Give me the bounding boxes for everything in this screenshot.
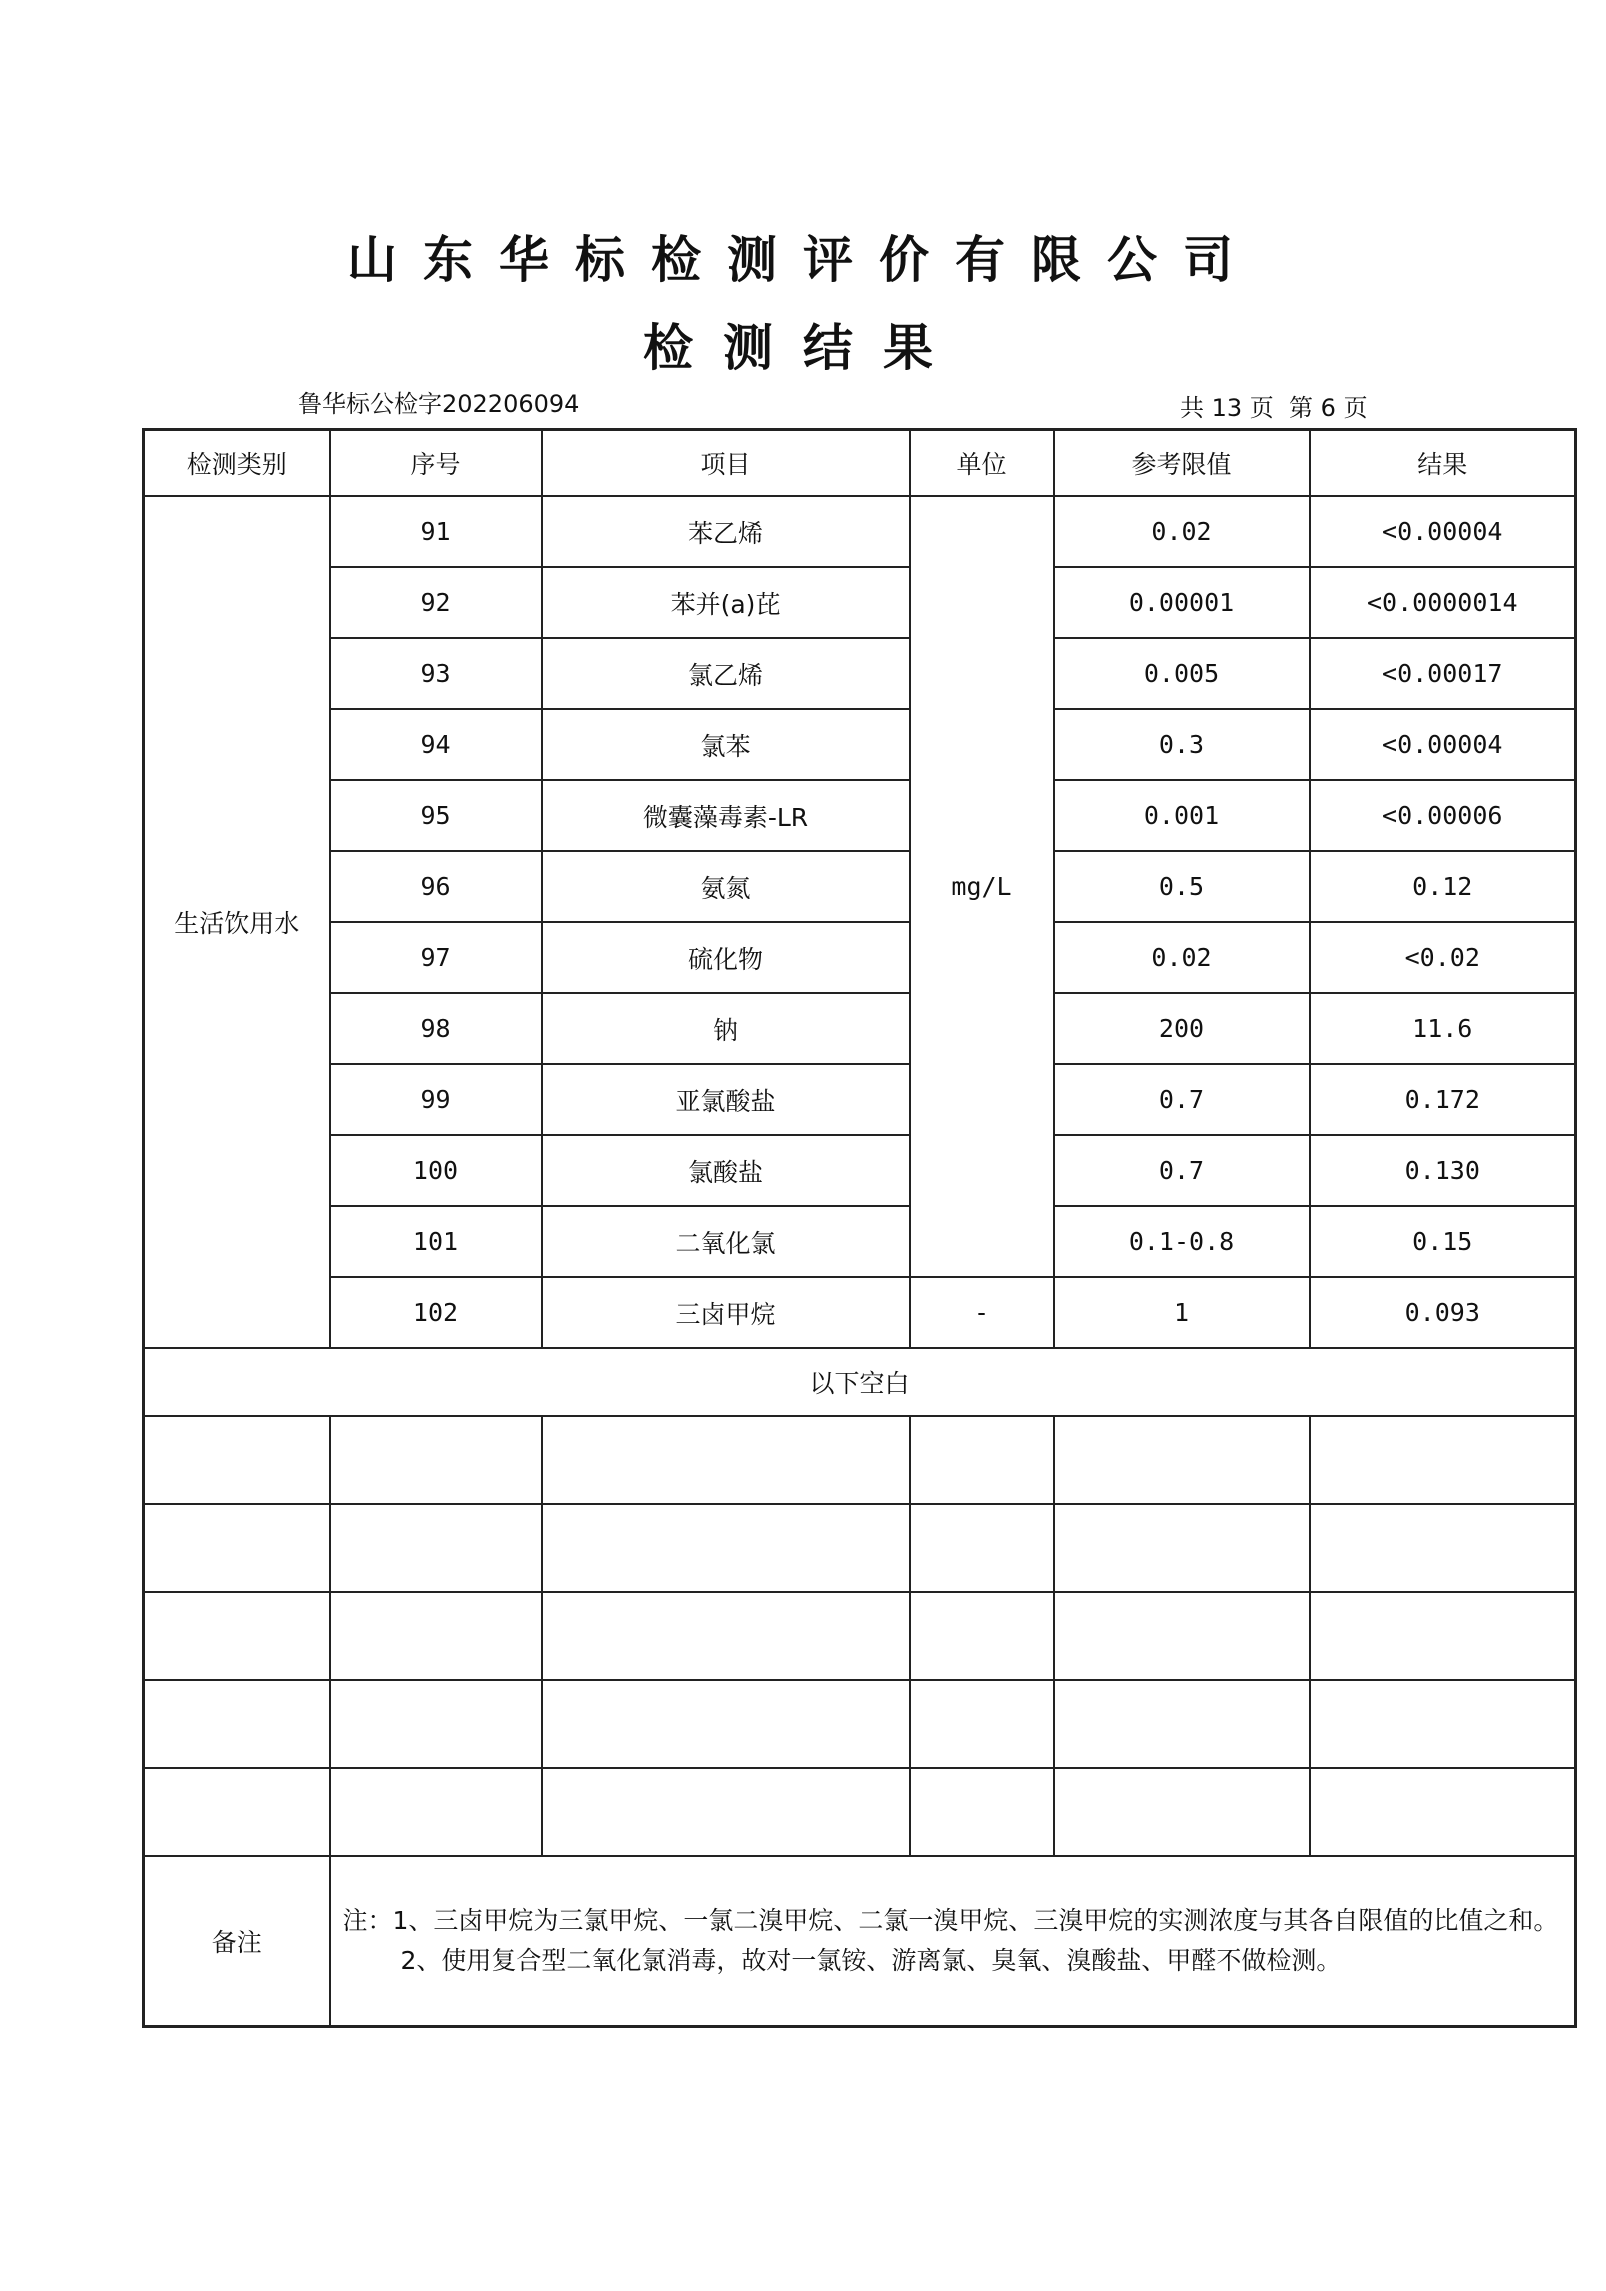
- blank-cell: [1054, 1768, 1310, 1856]
- blank-cell: [144, 1592, 330, 1680]
- header-result: 结果: [1310, 430, 1576, 497]
- row-no: 99: [330, 1064, 542, 1135]
- table-row: [144, 922, 1576, 993]
- page-indicator: 共 13 页 第 6 页: [1180, 394, 1368, 422]
- blank-cell: [542, 1592, 910, 1680]
- row-result: 11.6: [1310, 993, 1576, 1064]
- blank-cell: [1310, 1504, 1576, 1592]
- blank-cell: [144, 1504, 330, 1592]
- table-row: [144, 709, 1576, 780]
- row-no: 100: [330, 1135, 542, 1206]
- row-no: 97: [330, 922, 542, 993]
- blank-cell: [542, 1504, 910, 1592]
- table-row: [144, 1277, 1576, 1348]
- blank-cell: [330, 1592, 542, 1680]
- blank-cell: [1310, 1768, 1576, 1856]
- row-no: 102: [330, 1277, 542, 1348]
- row-no: 94: [330, 709, 542, 780]
- row-no: 96: [330, 851, 542, 922]
- row-item: 钠: [542, 993, 910, 1064]
- blank-cell: [910, 1680, 1054, 1768]
- blank-marker: 以下空白: [144, 1348, 1576, 1416]
- page-title: 检测结果: [643, 319, 963, 377]
- table-row: [144, 1206, 1576, 1277]
- blank-row: [144, 1592, 1576, 1680]
- blank-cell: [910, 1504, 1054, 1592]
- row-item: 氯酸盐: [542, 1135, 910, 1206]
- blank-cell: [330, 1504, 542, 1592]
- row-item: 三卤甲烷: [542, 1277, 910, 1348]
- blank-cell: [1054, 1592, 1310, 1680]
- header-item: 项目: [542, 430, 910, 497]
- row-result: <0.02: [1310, 922, 1576, 993]
- row-item: 氨氮: [542, 851, 910, 922]
- row-no: 98: [330, 993, 542, 1064]
- table-row: [144, 1064, 1576, 1135]
- row-no: 101: [330, 1206, 542, 1277]
- blank-marker-row: [144, 1348, 1576, 1416]
- company-name: 山东华标检测评价有限公司: [347, 231, 1259, 289]
- note-2: 2、使用复合型二氧化氯消毒，故对一氯铵、游离氯、臭氧、溴酸盐、甲醛不做检测。: [400, 1946, 1342, 1975]
- row-item: 硫化物: [542, 922, 910, 993]
- row-result: <0.00004: [1310, 709, 1576, 780]
- row-item: 亚氯酸盐: [542, 1064, 910, 1135]
- blank-cell: [330, 1680, 542, 1768]
- table-row: [144, 638, 1576, 709]
- row-item: 二氧化氯: [542, 1206, 910, 1277]
- blank-row: [144, 1680, 1576, 1768]
- table-row: [144, 993, 1576, 1064]
- row-result: 0.130: [1310, 1135, 1576, 1206]
- blank-cell: [542, 1768, 910, 1856]
- blank-row: [144, 1768, 1576, 1856]
- blank-cell: [330, 1768, 542, 1856]
- row-no: 91: [330, 496, 542, 567]
- row-item: 氯苯: [542, 709, 910, 780]
- blank-cell: [1054, 1416, 1310, 1504]
- blank-cell: [1054, 1680, 1310, 1768]
- row-limit: 0.7: [1054, 1064, 1310, 1135]
- row-result: 0.12: [1310, 851, 1576, 922]
- blank-cell: [144, 1768, 330, 1856]
- row-limit: 0.005: [1054, 638, 1310, 709]
- remarks-notes: [330, 1856, 1576, 2027]
- remarks-label: 备注: [144, 1856, 330, 2027]
- blank-cell: [1054, 1504, 1310, 1592]
- row-limit: 0.7: [1054, 1135, 1310, 1206]
- table-row: [144, 496, 1576, 567]
- table-row: [144, 567, 1576, 638]
- unit-cell: mg/L: [910, 496, 1054, 1277]
- blank-cell: [1310, 1680, 1576, 1768]
- row-limit: 0.02: [1054, 922, 1310, 993]
- row-item: 苯乙烯: [542, 496, 910, 567]
- row-limit: 0.3: [1054, 709, 1310, 780]
- blank-cell: [910, 1416, 1054, 1504]
- header-category: 检测类别: [144, 430, 330, 497]
- row-result: <0.00004: [1310, 496, 1576, 567]
- header-unit: 单位: [910, 430, 1054, 497]
- blank-cell: [1310, 1592, 1576, 1680]
- row-no: 92: [330, 567, 542, 638]
- row-result: 0.15: [1310, 1206, 1576, 1277]
- blank-row: [144, 1416, 1576, 1504]
- header-serial-no: 序号: [330, 430, 542, 497]
- blank-cell: [542, 1416, 910, 1504]
- row-result: <0.00017: [1310, 638, 1576, 709]
- category-cell: 生活饮用水: [144, 496, 330, 1348]
- blank-cell: [910, 1768, 1054, 1856]
- blank-cell: [1310, 1416, 1576, 1504]
- header-limit: 参考限值: [1054, 430, 1310, 497]
- table-row: [144, 851, 1576, 922]
- blank-cell: [910, 1592, 1054, 1680]
- row-item: 苯并(a)芘: [542, 567, 910, 638]
- report-number: 鲁华标公检字202206094: [298, 390, 580, 418]
- table-header-row: [144, 430, 1576, 497]
- blank-cell: [542, 1680, 910, 1768]
- row-limit: 0.02: [1054, 496, 1310, 567]
- blank-cell: [330, 1416, 542, 1504]
- row-result: <0.0000014: [1310, 567, 1576, 638]
- row-unit: -: [910, 1277, 1054, 1348]
- row-limit: 0.00001: [1054, 567, 1310, 638]
- row-limit: 0.5: [1054, 851, 1310, 922]
- remarks-row: [144, 1856, 1576, 2027]
- table-row: [144, 1135, 1576, 1206]
- row-result: 0.093: [1310, 1277, 1576, 1348]
- row-result: 0.172: [1310, 1064, 1576, 1135]
- row-result: <0.00006: [1310, 780, 1576, 851]
- row-limit: 0.001: [1054, 780, 1310, 851]
- blank-cell: [144, 1416, 330, 1504]
- row-limit: 1: [1054, 1277, 1310, 1348]
- row-limit: 200: [1054, 993, 1310, 1064]
- blank-row: [144, 1504, 1576, 1592]
- row-item: 微囊藻毒素-LR: [542, 780, 910, 851]
- row-no: 93: [330, 638, 542, 709]
- note-1: 注：1、三卤甲烷为三氯甲烷、一氯二溴甲烷、二氯一溴甲烷、三溴甲烷的实测浓度与其各自限值的比值之和。: [342, 1906, 1559, 1935]
- blank-cell: [144, 1680, 330, 1768]
- table-row: [144, 780, 1576, 851]
- row-item: 氯乙烯: [542, 638, 910, 709]
- results-table: [142, 428, 1577, 2028]
- row-limit: 0.1-0.8: [1054, 1206, 1310, 1277]
- row-no: 95: [330, 780, 542, 851]
